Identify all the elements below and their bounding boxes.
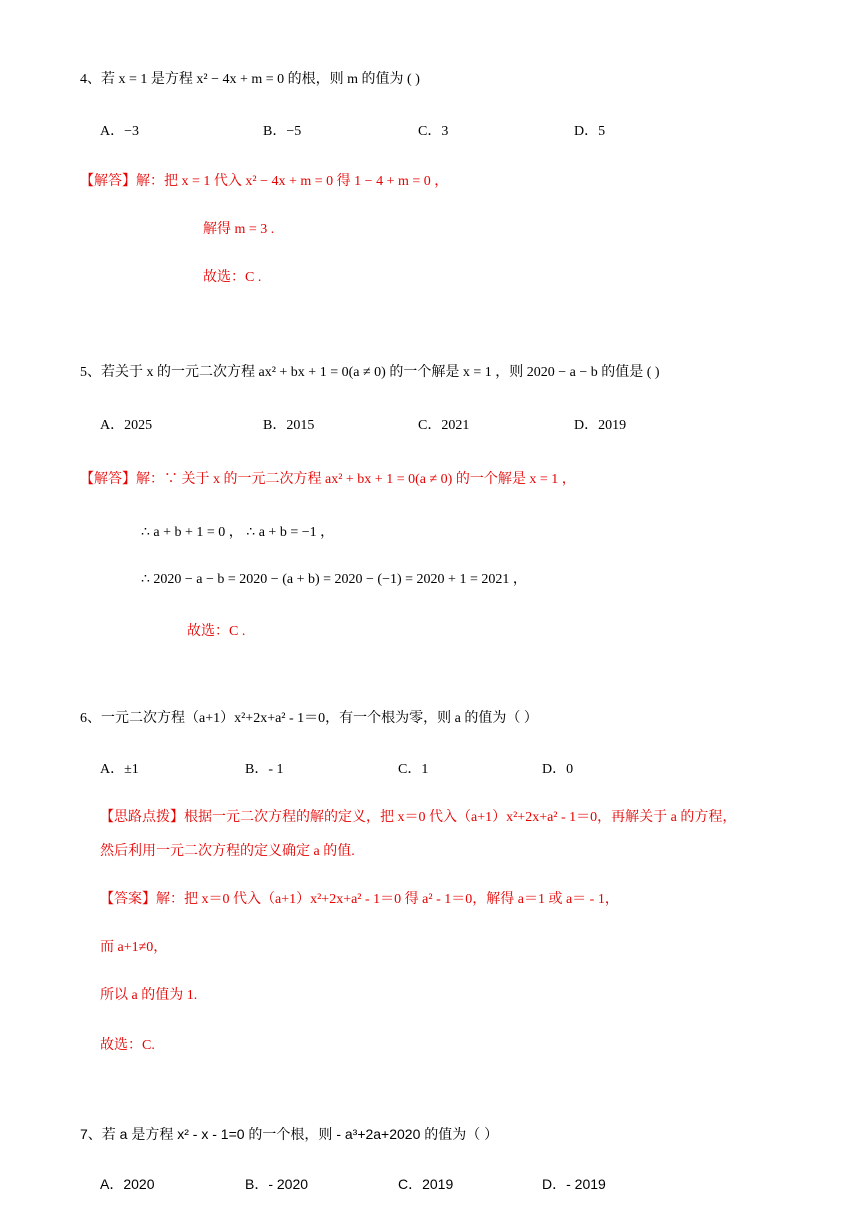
q4-option-c: C．3 (418, 124, 449, 139)
q5-solution-line-2: ∴ a + b + 1 = 0 ， ∴ a + b = −1 ， (141, 525, 335, 540)
q6-answer-line-3: 所以 a 的值为 1. (100, 988, 198, 1003)
q6-option-a: A．±1 (100, 762, 139, 777)
q4-options (100, 122, 800, 142)
q7-options (100, 1174, 800, 1194)
q6-option-d: D．0 (542, 762, 574, 777)
q4-option-b: B．−5 (263, 124, 302, 139)
q5-solution-line-1: 【解答】解：∵ 关于 x 的一元二次方程 ax² + bx + 1 = 0(a ≠ 0) 的一个解是 x = 1 ， (80, 472, 576, 487)
q6-options (100, 760, 800, 780)
q4-solution-line-1: 【解答】解：把 x = 1 代入 x² − 4x + m = 0 得 1 − 4 + m = 0 ， (80, 174, 449, 189)
q7-option-c: C．2019 (398, 1176, 454, 1192)
q5-option-a: A．2025 (100, 418, 153, 433)
q5-option-d: D．2019 (574, 418, 627, 433)
q7-option-d: D．- 2019 (542, 1176, 606, 1192)
q4-solution-line-2: 解得 m = 3 . (203, 222, 275, 237)
q6-answer-line-2: 而 a+1≠0， (100, 940, 168, 955)
q5-option-b: B．2015 (263, 418, 315, 433)
q4-option-d: D．5 (574, 124, 606, 139)
q6-hint-line-1: 【思路点拨】根据一元二次方程的解的定义，把 x＝0 代入（a+1）x²+2x+a² - 1＝0，再解关于 a 的方程， (100, 810, 737, 825)
q7-stem: 7、若 a 是方程 x² - x - 1=0 的一个根，则 - a³+2a+2020 的值为（ ） (80, 1126, 499, 1142)
q6-option-b: B．- 1 (245, 762, 284, 777)
q4-solution-line-3: 故选：C . (203, 270, 262, 285)
q5-options (100, 416, 800, 436)
q6-option-c: C．1 (398, 762, 429, 777)
q5-solution-line-3: ∴ 2020 − a − b = 2020 − (a + b) = 2020 − (−1) = 2020 + 1 = 2021 ， (141, 572, 527, 587)
q7-option-b: B．- 2020 (245, 1176, 309, 1192)
q5-solution-line-4: 故选：C . (187, 624, 246, 639)
q7-option-a: A．2020 (100, 1176, 155, 1192)
q6-answer-line-4: 故选：C. (100, 1038, 155, 1053)
q4-option-a: A．−3 (100, 124, 140, 139)
q6-hint-line-2: 然后利用一元二次方程的定义确定 a 的值. (100, 844, 355, 859)
q5-stem: 5、若关于 x 的一元二次方程 ax² + bx + 1 = 0(a ≠ 0) 的一个解是 x = 1 ，则 2020 − a − b 的值是 ( ) (80, 365, 660, 380)
q5-option-c: C．2021 (418, 418, 470, 433)
q4-stem: 4、若 x = 1 是方程 x² − 4x + m = 0 的根，则 m 的值为 ( ) (80, 72, 420, 87)
q6-answer-line-1: 【答案】解：把 x＝0 代入（a+1）x²+2x+a² - 1＝0 得 a² - 1＝0，解得 a＝1 或 a＝ - 1， (100, 892, 619, 907)
q6-stem: 6、一元二次方程（a+1）x²+2x+a² - 1＝0，有一个根为零，则 a 的值为（ ） (80, 711, 538, 726)
